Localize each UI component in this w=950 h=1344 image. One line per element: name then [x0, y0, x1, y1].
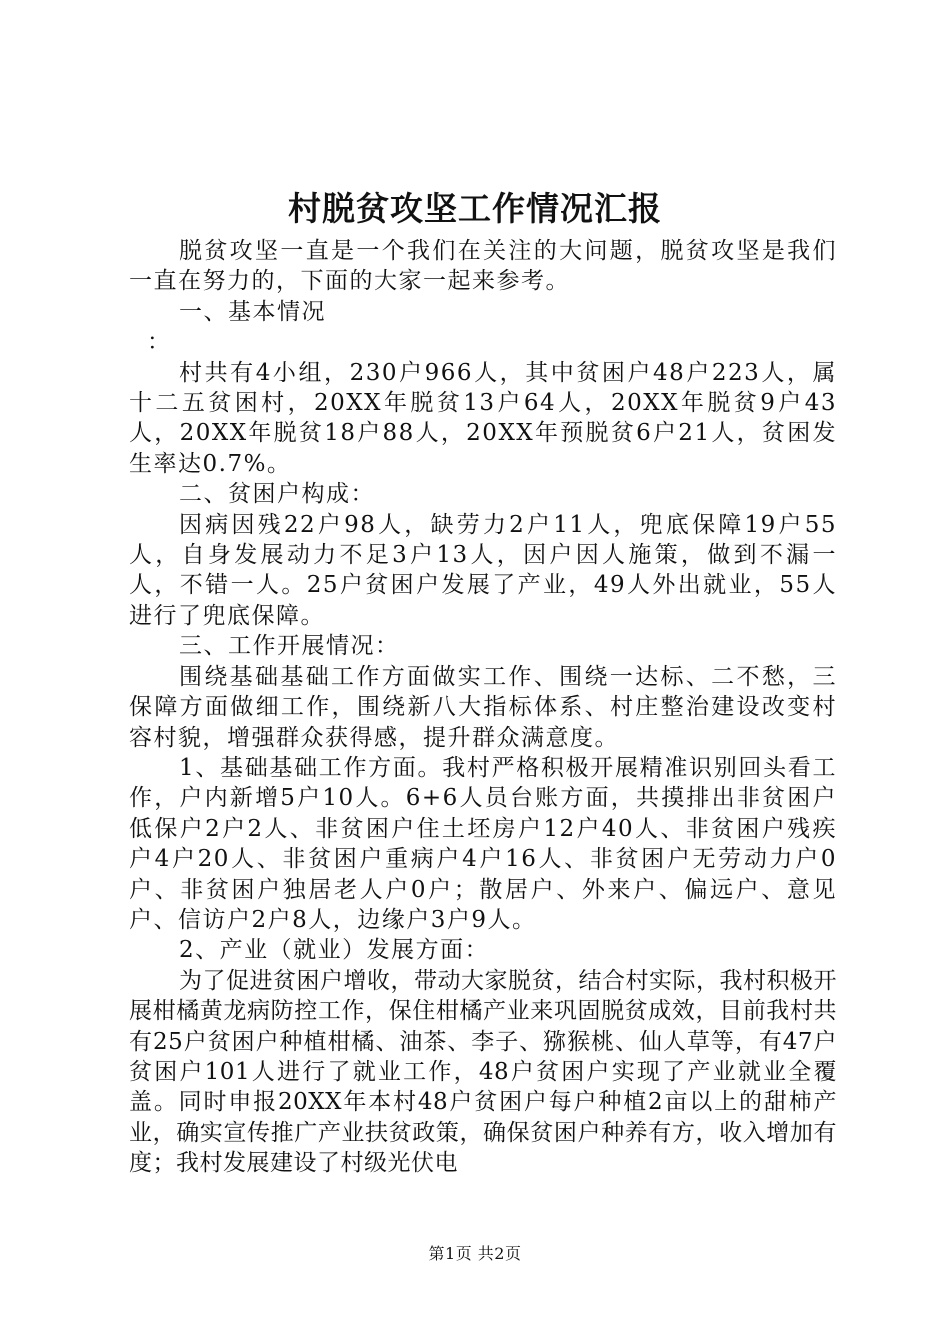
paragraph-basic-stats: 村共有4小组，230户966人，其中贫困户48户223人，属十二五贫困村，20XX年脱贫13户64人，20XX年脱贫9户43人，20XX年脱贫18户88人，20XX年预脱贫6户21人，贫困发生率达0.7%。 [129, 359, 837, 477]
section-heading-composition: 二、贫困户构成： [179, 481, 375, 508]
paragraph-composition: 因病因残22户98人，缺劳力2户11人，兜底保障19户55人，自身发展动力不足3户13人，因户因人施策，做到不漏一人，不错一人。25户贫困户发展了产业，49人外出就业，55人进行了兜底保障。 [129, 511, 837, 629]
document-title: 村脱贫攻坚工作情况汇报 [288, 189, 662, 228]
paragraph-basic-work: 1、基础基础工作方面。我村严格积极开展精准识别回头看工作，户内新增5户10人。6+6人员台账方面，共摸排出非贫困户低保户2户2人、非贫困户住土坯房户12户40人、非贫困户残疾户4户20人、非贫困户重病户4户16人、非贫困户无劳动力户0户、非贫困户独居老人户0户；散居户、外来户、偏远户、意见户、信访户2户8人，边缘户3户9人。 [129, 754, 837, 933]
page-number-footer: 第1页 共2页 [428, 1244, 522, 1263]
section-heading-basic: 一、基本情况 [179, 298, 326, 325]
paragraph-work-overview: 围绕基础基础工作方面做实工作、围绕一达标、二不愁，三保障方面做细工作，围绕新八大指标体系、村庄整治建设改变村容村貌，增强群众获得感，提升群众满意度。 [129, 663, 837, 751]
colon-line: ： [147, 329, 172, 356]
paragraph-industry: 为了促进贫困户增收，带动大家脱贫，结合村实际，我村积极开展柑橘黄龙病防控工作，保住柑橘产业来巩固脱贫成效，目前我村共有25户贫困户种植柑橘、油茶、李子、猕猴桃、仙人草等，有47户贫困户101人进行了就业工作，48户贫困户实现了产业就业全覆盖。同时申报20XX年本村48户贫困户每户种植2亩以上的甜柿产业，确实宣传推广产业扶贫政策，确保贫困户种养有方，收入增加有度；我村发展建设了村级光伏电 [129, 967, 837, 1177]
section-heading-work: 三、工作开展情况： [179, 633, 400, 660]
section-heading-industry: 2、产业（就业）发展方面： [179, 937, 490, 964]
document-body [129, 236, 837, 1179]
intro-paragraph: 脱贫攻坚一直是一个我们在关注的大问题，脱贫攻坚是我们一直在努力的，下面的大家一起来参考。 [129, 238, 837, 295]
